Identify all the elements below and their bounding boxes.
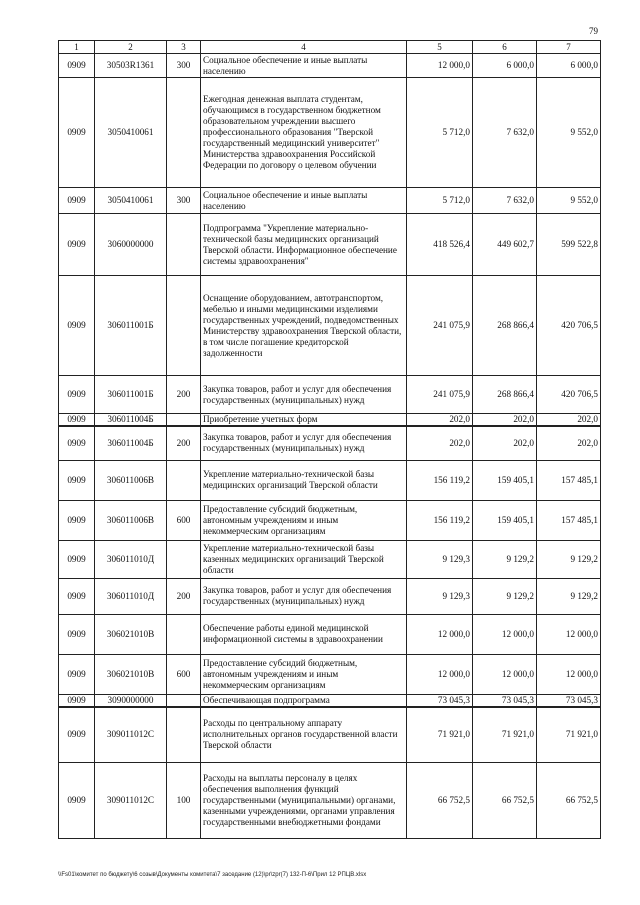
table-row	[59, 614, 601, 654]
table-row	[59, 694, 601, 707]
value-year2-cell: 6 000,0	[473, 54, 537, 78]
value-year2-cell: 73 045,3	[473, 694, 537, 707]
name-cell: Оснащение оборудованием, автотранспортом, мебелью и иными медицинскими изделиями государственных учреждений, подведомственных Министерству здравоохранения Тверской области, в том числе погашение кредиторской задолженности	[201, 276, 407, 376]
value-year2-cell: 12 000,0	[473, 614, 537, 654]
table-row	[59, 188, 601, 214]
name-cell: Обеспечивающая подпрограмма	[201, 694, 407, 707]
value-year3-cell: 9 129,2	[537, 540, 601, 578]
value-year1-cell: 73 045,3	[407, 694, 473, 707]
code-cell: 3050410061	[95, 78, 167, 188]
name-cell: Подпрограмма "Укрепление материально-технической базы медицинских организаций Тверской области. Информационное обеспечение системы здравоохранения"	[201, 214, 407, 276]
code-cell: 3060000000	[95, 214, 167, 276]
table-row	[59, 426, 601, 460]
value-year3-cell: 157 485,1	[537, 460, 601, 500]
code-cell: 309011012С	[95, 707, 167, 763]
name-cell: Расходы по центральному аппарату исполнительных органов государственной власти Тверской области	[201, 707, 407, 763]
section-cell: 0909	[59, 376, 95, 414]
section-cell: 0909	[59, 578, 95, 614]
value-year2-cell: 66 752,5	[473, 763, 537, 839]
section-cell: 0909	[59, 214, 95, 276]
value-year2-cell: 7 632,0	[473, 78, 537, 188]
value-year2-cell: 202,0	[473, 426, 537, 460]
value-year3-cell: 202,0	[537, 426, 601, 460]
type-cell	[167, 707, 201, 763]
value-year1-cell: 241 075,9	[407, 276, 473, 376]
type-cell: 300	[167, 188, 201, 214]
name-cell: Закупка товаров, работ и услуг для обеспечения государственных (муниципальных) нужд	[201, 376, 407, 414]
col-header-year2: 6	[473, 41, 537, 54]
section-cell: 0909	[59, 694, 95, 707]
type-cell	[167, 78, 201, 188]
page-number: 79	[589, 26, 598, 36]
section-cell: 0909	[59, 414, 95, 427]
name-cell: Приобретение учетных форм	[201, 414, 407, 427]
type-cell: 200	[167, 426, 201, 460]
value-year1-cell: 9 129,3	[407, 578, 473, 614]
code-cell: 3050410061	[95, 188, 167, 214]
col-header-section: 1	[59, 41, 95, 54]
type-cell	[167, 414, 201, 427]
name-cell: Ежегодная денежная выплата студентам, обучающимся в государственном бюджетном образовательном учреждении высшего профессионального образования "Тверской государственный медицинский университет" Министерства здравоохранения Российской Федерации по договору о целевом обучении	[201, 78, 407, 188]
value-year1-cell: 241 075,9	[407, 376, 473, 414]
section-cell: 0909	[59, 78, 95, 188]
code-cell: 306011001Б	[95, 276, 167, 376]
value-year2-cell: 159 405,1	[473, 460, 537, 500]
value-year3-cell: 71 921,0	[537, 707, 601, 763]
header-row	[59, 41, 601, 54]
table-row	[59, 707, 601, 763]
value-year1-cell: 12 000,0	[407, 614, 473, 654]
section-cell: 0909	[59, 540, 95, 578]
section-cell: 0909	[59, 614, 95, 654]
name-cell: Укрепление материально-технической базы казенных медицинских организаций Тверской области	[201, 540, 407, 578]
type-cell: 100	[167, 763, 201, 839]
value-year3-cell: 9 552,0	[537, 78, 601, 188]
code-cell: 306021010В	[95, 614, 167, 654]
table-row	[59, 276, 601, 376]
value-year3-cell: 157 485,1	[537, 500, 601, 540]
type-cell: 600	[167, 500, 201, 540]
code-cell: 3090000000	[95, 694, 167, 707]
value-year1-cell: 66 752,5	[407, 763, 473, 839]
name-cell: Социальное обеспечение и иные выплаты населению	[201, 188, 407, 214]
value-year2-cell: 159 405,1	[473, 500, 537, 540]
value-year2-cell: 9 129,2	[473, 578, 537, 614]
value-year2-cell: 449 602,7	[473, 214, 537, 276]
name-cell: Расходы на выплаты персоналу в целях обеспечения выполнения функций государственными (муниципальными) органами, казенными учреждениями, органами управления государственными внебюджетными фондами	[201, 763, 407, 839]
name-cell: Предоставление субсидий бюджетным, автономным учреждениям и иным некоммерческим организациям	[201, 654, 407, 694]
value-year1-cell: 12 000,0	[407, 654, 473, 694]
value-year3-cell: 73 045,3	[537, 694, 601, 707]
code-cell: 30503R1361	[95, 54, 167, 78]
value-year1-cell: 5 712,0	[407, 188, 473, 214]
table-row	[59, 578, 601, 614]
value-year1-cell: 9 129,3	[407, 540, 473, 578]
name-cell: Закупка товаров, работ и услуг для обеспечения государственных (муниципальных) нужд	[201, 578, 407, 614]
value-year3-cell: 6 000,0	[537, 54, 601, 78]
value-year1-cell: 156 119,2	[407, 500, 473, 540]
value-year1-cell: 202,0	[407, 414, 473, 427]
type-cell	[167, 214, 201, 276]
table-row	[59, 460, 601, 500]
value-year1-cell: 5 712,0	[407, 78, 473, 188]
value-year3-cell: 420 706,5	[537, 276, 601, 376]
section-cell: 0909	[59, 54, 95, 78]
type-cell	[167, 694, 201, 707]
section-cell: 0909	[59, 426, 95, 460]
col-header-code: 2	[95, 41, 167, 54]
name-cell: Закупка товаров, работ и услуг для обеспечения государственных (муниципальных) нужд	[201, 426, 407, 460]
section-cell: 0909	[59, 500, 95, 540]
code-cell: 306021010В	[95, 654, 167, 694]
value-year1-cell: 12 000,0	[407, 54, 473, 78]
code-cell: 306011006В	[95, 500, 167, 540]
name-cell: Социальное обеспечение и иные выплаты населению	[201, 54, 407, 78]
name-cell: Предоставление субсидий бюджетным, автономным учреждениям и иным некоммерческим организациям	[201, 500, 407, 540]
code-cell: 306011004Б	[95, 414, 167, 427]
table-row	[59, 54, 601, 78]
col-header-name: 4	[201, 41, 407, 54]
table-row	[59, 78, 601, 188]
value-year1-cell: 156 119,2	[407, 460, 473, 500]
value-year2-cell: 268 866,4	[473, 276, 537, 376]
name-cell: Обеспечение работы единой медицинской информационной системы в здравоохранении	[201, 614, 407, 654]
value-year3-cell: 420 706,5	[537, 376, 601, 414]
section-cell: 0909	[59, 460, 95, 500]
value-year2-cell: 268 866,4	[473, 376, 537, 414]
name-cell: Укрепление материально-технической базы медицинских организаций Тверской области	[201, 460, 407, 500]
value-year3-cell: 12 000,0	[537, 654, 601, 694]
value-year3-cell: 9 552,0	[537, 188, 601, 214]
section-cell: 0909	[59, 276, 95, 376]
value-year2-cell: 9 129,2	[473, 540, 537, 578]
value-year3-cell: 66 752,5	[537, 763, 601, 839]
col-header-type: 3	[167, 41, 201, 54]
value-year1-cell: 71 921,0	[407, 707, 473, 763]
value-year3-cell: 599 522,8	[537, 214, 601, 276]
col-header-year1: 5	[407, 41, 473, 54]
value-year2-cell: 71 921,0	[473, 707, 537, 763]
type-cell	[167, 276, 201, 376]
type-cell	[167, 540, 201, 578]
code-cell: 306011001Б	[95, 376, 167, 414]
value-year2-cell: 202,0	[473, 414, 537, 427]
section-cell: 0909	[59, 707, 95, 763]
section-cell: 0909	[59, 654, 95, 694]
type-cell	[167, 460, 201, 500]
table-row	[59, 414, 601, 427]
value-year1-cell: 202,0	[407, 426, 473, 460]
code-cell: 306011004Б	[95, 426, 167, 460]
type-cell	[167, 614, 201, 654]
code-cell: 309011012С	[95, 763, 167, 839]
value-year3-cell: 9 129,2	[537, 578, 601, 614]
value-year2-cell: 7 632,0	[473, 188, 537, 214]
table-row	[59, 540, 601, 578]
table-row	[59, 376, 601, 414]
value-year3-cell: 202,0	[537, 414, 601, 427]
value-year3-cell: 12 000,0	[537, 614, 601, 654]
budget-table	[58, 40, 601, 839]
section-cell: 0909	[59, 188, 95, 214]
table-row	[59, 500, 601, 540]
value-year2-cell: 12 000,0	[473, 654, 537, 694]
col-header-year3: 7	[537, 41, 601, 54]
file-path-footer: \\Fs01\комитет по бюджету\6 созыв\Документы комитета\7 заседание (12)\pr\zpr(7) 132-П-6\Прил 12 РПЦВ.xlsx	[58, 872, 367, 878]
table-row	[59, 763, 601, 839]
table-row	[59, 654, 601, 694]
type-cell: 600	[167, 654, 201, 694]
code-cell: 306011006В	[95, 460, 167, 500]
value-year1-cell: 418 526,4	[407, 214, 473, 276]
type-cell: 200	[167, 578, 201, 614]
code-cell: 306011010Д	[95, 578, 167, 614]
type-cell: 300	[167, 54, 201, 78]
section-cell: 0909	[59, 763, 95, 839]
code-cell: 306011010Д	[95, 540, 167, 578]
table-row	[59, 214, 601, 276]
type-cell: 200	[167, 376, 201, 414]
